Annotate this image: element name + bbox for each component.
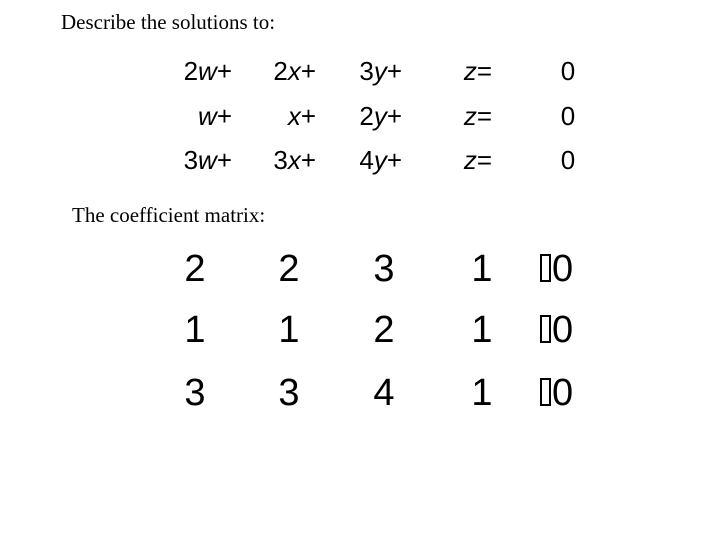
- matrix-cell: 3: [373, 248, 395, 290]
- equation-term: 3y+: [359, 56, 402, 86]
- equation-rhs: 0: [560, 56, 576, 86]
- equation-term: 2w+: [183, 56, 232, 86]
- equation-term: 4y+: [359, 145, 402, 175]
- matrix-cell: 3: [184, 372, 206, 414]
- equation-term: 3w+: [183, 145, 232, 175]
- matrix-cell: 1: [471, 309, 493, 351]
- coefficient-heading: The coefficient matrix:: [72, 203, 266, 227]
- equation-term: z=: [463, 56, 492, 86]
- matrix-cell: 2: [373, 309, 395, 351]
- matrix-cell: 3: [278, 372, 300, 414]
- missing-glyph-icon: [540, 254, 551, 282]
- matrix-cell: 4: [373, 372, 395, 414]
- matrix-augmented-cell: 0: [540, 374, 573, 412]
- equation-term: z=: [463, 101, 492, 131]
- equation-term: x+: [287, 101, 316, 131]
- matrix-cell: 1: [471, 248, 493, 290]
- equation-rhs: 0: [560, 101, 576, 131]
- matrix-augmented-cell: 0: [540, 311, 573, 349]
- equation-term: z=: [463, 145, 492, 175]
- matrix-cell: 1: [471, 372, 493, 414]
- equation-term: 2x+: [273, 56, 316, 86]
- equation-term: 3x+: [273, 145, 316, 175]
- equation-term: w+: [198, 101, 232, 131]
- matrix-augmented-cell: 0: [540, 250, 573, 288]
- matrix-cell: 2: [184, 248, 206, 290]
- equation-rhs: 0: [560, 145, 576, 175]
- matrix-cell: 2: [278, 248, 300, 290]
- equation-term: 2y+: [359, 101, 402, 131]
- missing-glyph-icon: [540, 315, 551, 343]
- missing-glyph-icon: [540, 378, 551, 406]
- matrix-cell: 1: [184, 309, 206, 351]
- describe-heading: Describe the solutions to:: [61, 10, 276, 34]
- matrix-cell: 1: [278, 309, 300, 351]
